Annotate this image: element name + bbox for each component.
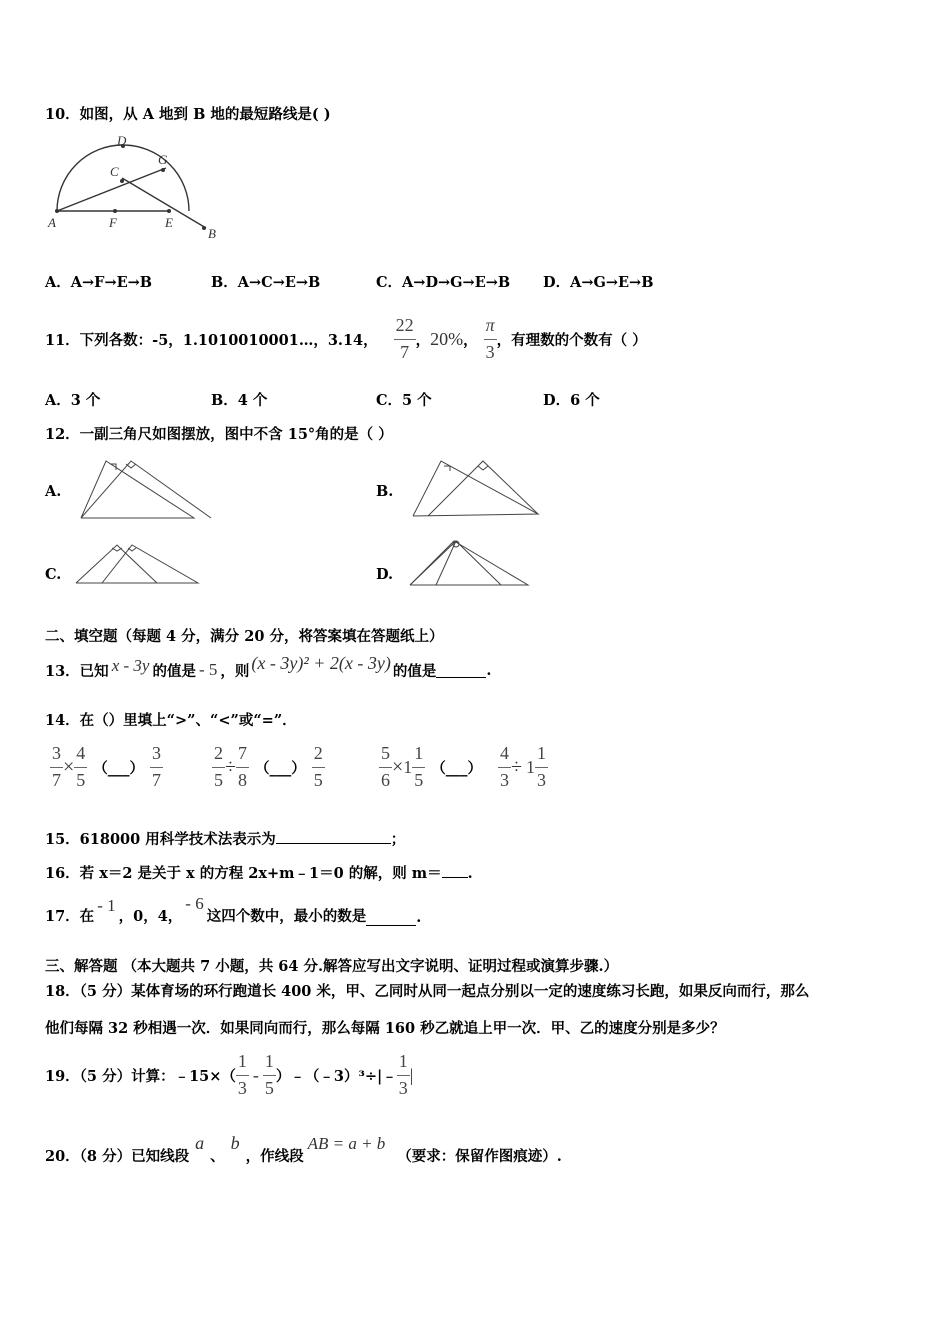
q12-option-c: C. (45, 566, 62, 583)
q11-sep2: ， (463, 331, 478, 349)
question-17 (45, 896, 421, 926)
q14-g1-operator: × (63, 755, 75, 778)
q14-g1-frac-b: $\frac{4}{5}$ (76, 742, 86, 790)
q11-option-a: A．3 个 (45, 392, 101, 409)
question-12-text: 12．一副三角尺如图摆放，图中不含 15°角的是（ ） (45, 426, 393, 443)
q11-option-c: C．5 个 (376, 392, 432, 409)
q20-sep: 、 (210, 1148, 225, 1165)
q14-g3-blank[interactable]: （___） (431, 759, 483, 777)
q14-g2-frac-c: $\frac{2}{5}$ (313, 742, 323, 790)
q14-g4-mixed-whole: 1 (525, 756, 535, 777)
q13-value-neg5: - 5 (198, 660, 218, 679)
label-d: D (117, 135, 127, 148)
q19-fraction-1-3b: $\frac{1}{3}$ (398, 1050, 408, 1098)
q13-part2: 的值是 (152, 662, 196, 680)
q10-option-b: B．A→C→E→B (211, 274, 321, 291)
q16-text: 16．若 x＝2 是关于 x 的方程 2x+m﹣1＝0 的解，则 m＝ (45, 865, 442, 882)
label-a: A (48, 215, 56, 230)
q19-abs-close: | (409, 1064, 414, 1085)
q11-prefix: 11．下列各数：-5，1.1010010001…，3.14， (45, 331, 378, 349)
q13-part3: ，则 (220, 662, 250, 680)
q15-end: ； (390, 831, 406, 848)
q11-fraction-22-7: $\frac{22}{7}$ (395, 314, 414, 362)
q10-option-c: C．A→D→G→E→B (376, 274, 511, 291)
section-2-heading: 二、填空题（每题 4 分，满分 20 分，将答案填在答题纸上） (45, 628, 444, 645)
q19-fraction-1-5: $\frac{1}{5}$ (264, 1050, 274, 1098)
q19-part2: ）﹣（﹣3）³÷|﹣ (275, 1067, 397, 1085)
question-18-line1: 18．（5 分）某体育场的环行跑道长 400 米，甲、乙同时从同一起点分别以一定的速度练习长跑，如果反向而行，那么 (45, 983, 810, 1000)
q17-value-neg6: - 6 (185, 894, 204, 913)
label-c: C (110, 164, 119, 179)
q12-figure-b (408, 456, 548, 522)
question-18-line2: 他们每隔 32 秒相遇一次．如果同向而行，那么每隔 160 秒乙就追上甲一次．甲、乙的速度分别是多少？ (45, 1020, 725, 1037)
q11-percent: 20% (430, 328, 464, 349)
q14-group-1 (50, 742, 163, 792)
q11-sep1: ， (415, 331, 431, 349)
q13-part4: 的值是 (392, 662, 437, 680)
question-13 (45, 652, 491, 688)
q20-part1: 20．（8 分）已知线段 (45, 1148, 190, 1165)
q17-part2: ，0，4， (118, 908, 183, 925)
q11-suffix: ，有理数的个数有（ ） (496, 331, 647, 349)
q14-g3-mixed-whole: 1 (403, 756, 413, 777)
q12-figure-d (406, 536, 532, 588)
question-15 (45, 828, 405, 849)
q13-period: . (486, 661, 492, 679)
q16-answer-blank[interactable] (442, 863, 468, 878)
q19-minus: - (252, 1064, 259, 1085)
q14-g3-operator: × (392, 755, 404, 778)
q14-g4-frac-a: $\frac{4}{3}$ (500, 742, 509, 790)
q13-expr-x-3y: x - 3y (111, 656, 150, 675)
question-19 (45, 1050, 413, 1100)
q12-option-a: A. (45, 483, 62, 500)
q20-part3: （要求：保留作图痕迹）. (397, 1148, 562, 1165)
q19-fraction-1-3a: $\frac{1}{3}$ (237, 1050, 247, 1098)
q12-option-b: B. (376, 483, 394, 500)
q17-part3: 这四个数中，最小的数是 (206, 908, 367, 925)
q10-option-a: A．A→F→E→B (45, 274, 153, 291)
q12-figure-a (76, 456, 216, 522)
q17-value-neg1: - 1 (97, 896, 116, 915)
q10-option-d: D．A→G→E→B (543, 274, 654, 291)
q14-group-4 (498, 742, 548, 792)
label-g: G (158, 152, 168, 167)
q20-part2: ，作线段 (245, 1148, 304, 1165)
q15-text: 15．618000 用科学技术法表示为 (45, 831, 276, 848)
q14-group-2 (212, 742, 325, 792)
q17-answer-blank[interactable] (366, 911, 416, 926)
q14-g1-blank[interactable]: （___） (93, 759, 145, 777)
q12-figure-c (72, 540, 204, 588)
q16-end: . (467, 865, 473, 882)
q14-g1-frac-a: $\frac{3}{7}$ (52, 742, 61, 790)
q13-answer-blank[interactable] (436, 663, 486, 678)
q14-g3-frac-a: $\frac{5}{6}$ (381, 742, 390, 790)
q14-g3-frac-b: $\frac{1}{5}$ (414, 742, 424, 790)
q14-g4-frac-b: $\frac{1}{3}$ (536, 742, 546, 790)
question-11 (45, 304, 647, 374)
q12-option-d: D. (376, 566, 394, 583)
q14-g1-frac-c: $\frac{3}{7}$ (152, 742, 162, 790)
q10-semicircle-diagram (44, 135, 229, 245)
q15-answer-blank[interactable] (276, 829, 391, 844)
q20-segment-b: b (230, 1133, 240, 1153)
q17-end: . (416, 909, 422, 926)
q11-option-b: B．4 个 (211, 392, 268, 409)
question-14-text: 14．在（）里填上“>”、“<”或“=”． (45, 712, 297, 729)
q20-expression: AB = a + b (307, 1134, 386, 1153)
q14-g2-blank[interactable]: （___） (254, 759, 306, 777)
q11-option-d: D．6 个 (543, 392, 600, 409)
label-e: E (165, 215, 173, 230)
q20-segment-a: a (195, 1133, 205, 1153)
q14-group-3 (379, 742, 488, 792)
question-20 (45, 1132, 562, 1166)
section-3-heading: 三、解答题 （本大题共 7 小题，共 64 分.解答应写出文字说明、证明过程或演算步骤.） (45, 958, 619, 975)
q14-g2-operator: ÷ (225, 755, 236, 778)
label-f: F (109, 215, 117, 230)
q11-fraction-pi-3: $\frac{\pi}{3}$ (485, 314, 495, 362)
question-16 (45, 862, 473, 883)
q13-expression: (x - 3y)² + 2(x - 3y) (251, 652, 391, 673)
question-10-text: 10．如图，从 A 地到 B 地的最短路线是( ) (45, 106, 331, 123)
q14-g2-frac-a: $\frac{2}{5}$ (214, 742, 223, 790)
q13-part1: 13．已知 (45, 662, 109, 680)
q19-part1: 19．（5 分）计算：﹣15×（ (45, 1067, 236, 1085)
label-b: B (208, 226, 216, 241)
q17-part1: 17．在 (45, 908, 95, 925)
q14-g4-operator: ÷ (511, 755, 522, 778)
q14-g2-frac-b: $\frac{7}{8}$ (237, 742, 247, 790)
